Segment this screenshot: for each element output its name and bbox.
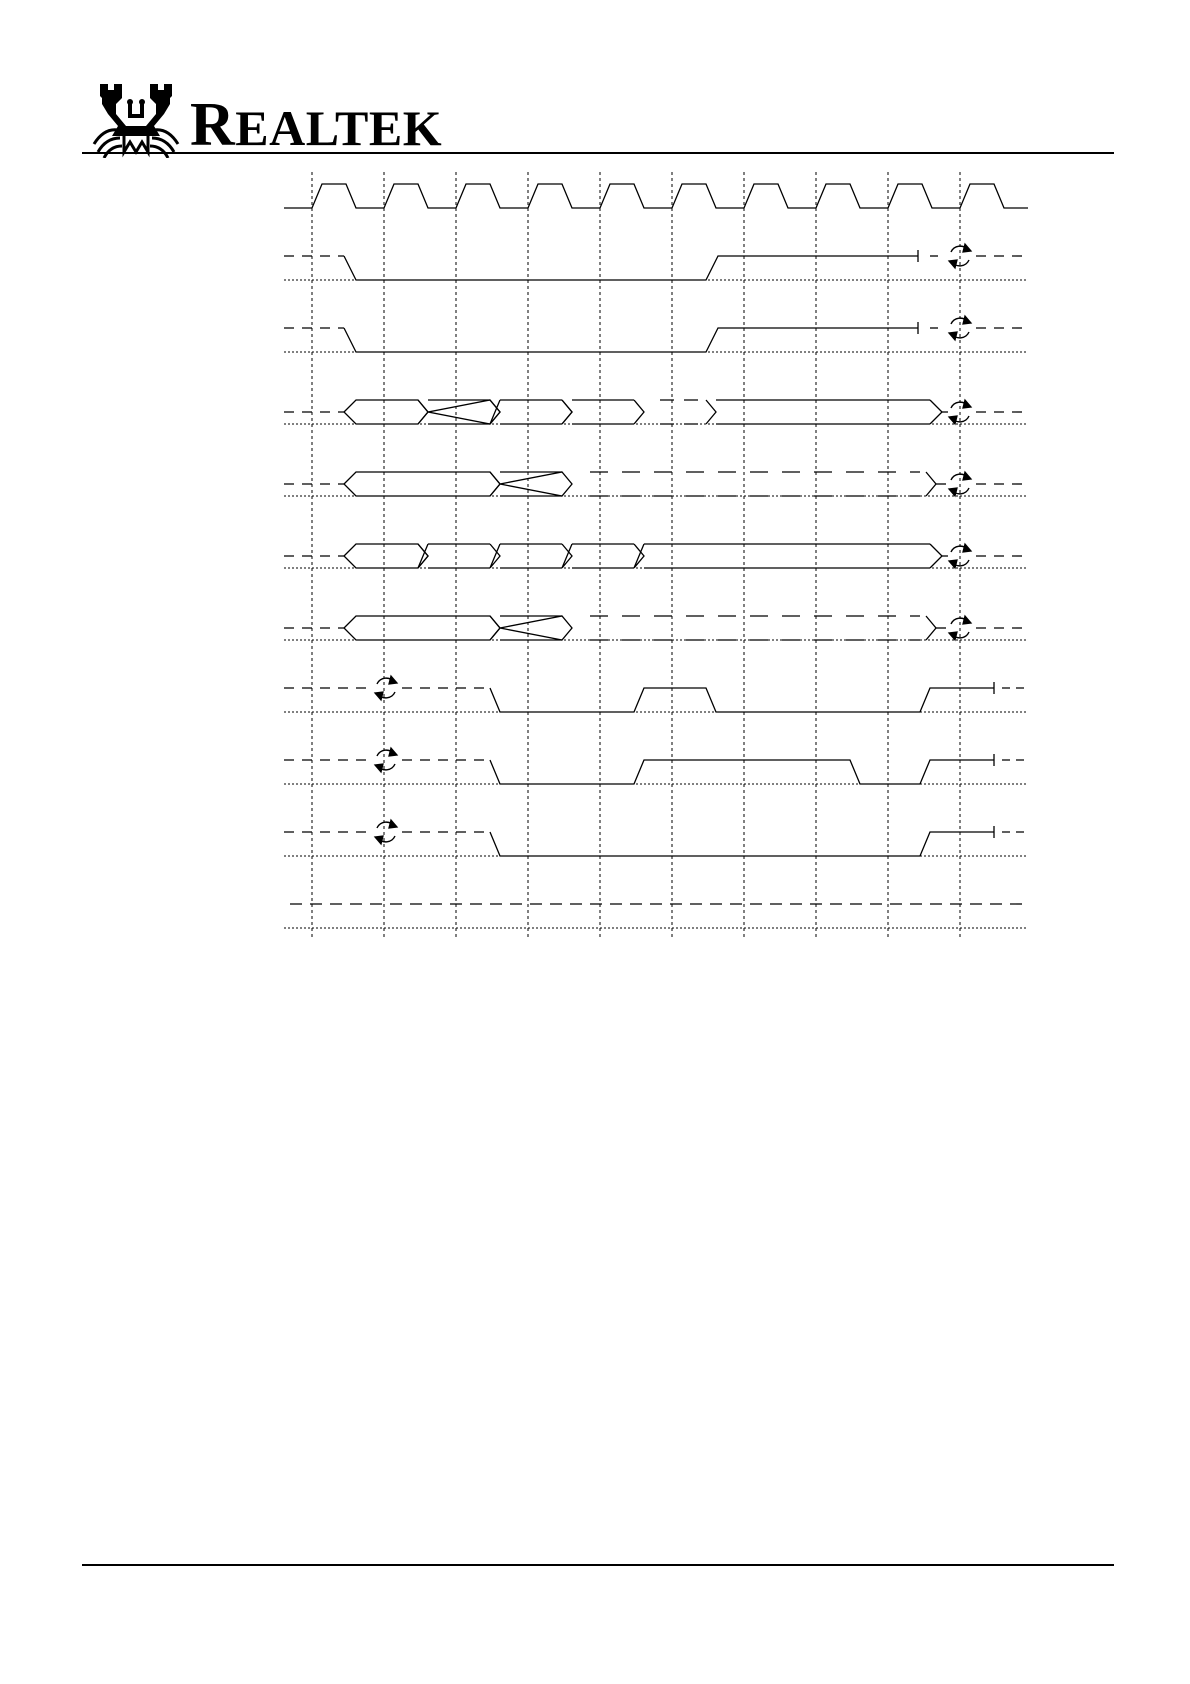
signal-row-10 <box>284 820 1028 856</box>
brand-initial: R <box>190 91 236 159</box>
signal-row-3 <box>284 316 1028 352</box>
signal-row-2 <box>284 244 1028 280</box>
signal-row-6-bus <box>284 544 1028 568</box>
cycle-markers <box>312 172 960 940</box>
footer-divider <box>82 1564 1114 1566</box>
signal-row-9 <box>284 748 1028 784</box>
row-baselines <box>284 280 1028 928</box>
clock-waveform <box>284 184 1028 208</box>
brand-rest: EALTEK <box>235 100 443 156</box>
signal-row-4-bus <box>284 400 1028 424</box>
signal-row-7-bus <box>284 616 1028 640</box>
signal-row-5-bus <box>284 472 1028 496</box>
signal-row-8 <box>284 676 1028 712</box>
